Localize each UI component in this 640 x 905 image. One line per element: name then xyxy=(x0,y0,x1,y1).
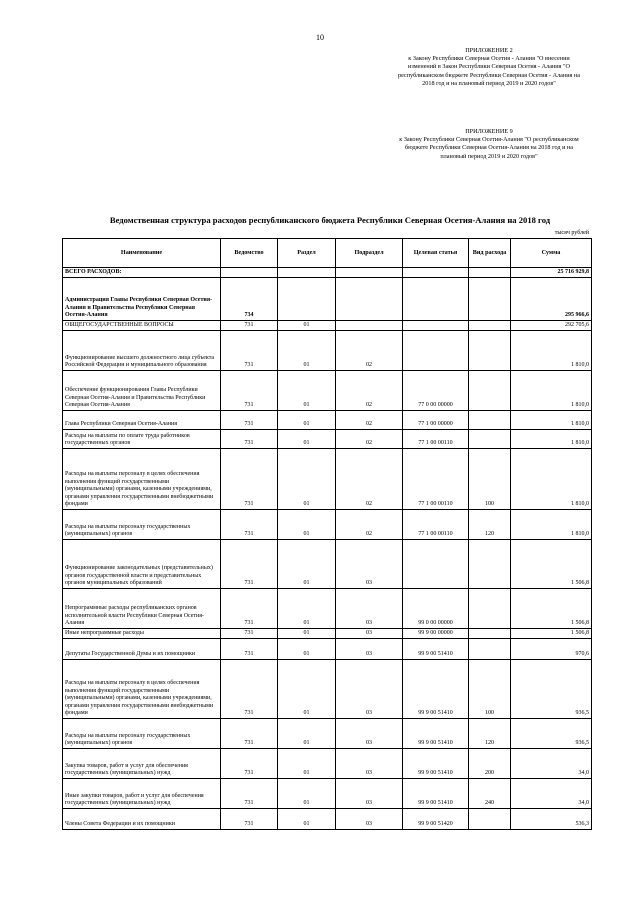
row-sum: 936,5 xyxy=(511,719,592,749)
table-row xyxy=(63,809,592,830)
row-section: 01 xyxy=(278,589,336,629)
row-target-item: 99 9 00 51410 xyxy=(403,660,469,719)
row-name: ОБЩЕГОСУДАРСТВЕННЫЕ ВОПРОСЫ xyxy=(63,321,221,331)
row-section: 01 xyxy=(278,430,336,449)
row-subsection: 02 xyxy=(336,411,403,430)
row-target-item xyxy=(403,278,469,321)
table-row xyxy=(63,719,592,749)
row-sum: 292 705,6 xyxy=(511,321,592,331)
table-row xyxy=(63,278,592,321)
row-department: 731 xyxy=(221,510,278,540)
row-section: 01 xyxy=(278,371,336,411)
row-section: 01 xyxy=(278,449,336,510)
row-subsection: 03 xyxy=(336,589,403,629)
row-expense-type: 120 xyxy=(469,510,511,540)
row-section: 01 xyxy=(278,629,336,639)
row-name: Иные закупки товаров, работ и услуг для обеспечения государственных (муниципальных) нужд xyxy=(63,779,221,809)
row-name: Расходы на выплаты по оплате труда работников государственных органов xyxy=(63,430,221,449)
row-expense-type xyxy=(469,639,511,660)
table-row xyxy=(63,268,592,278)
row-subsection: 03 xyxy=(336,639,403,660)
row-section: 01 xyxy=(278,719,336,749)
budget-table xyxy=(62,238,592,830)
row-sum: 25 716 929,8 xyxy=(511,268,592,278)
row-name: Расходы на выплаты персоналу в целях обеспечения выполнения функций государственными (муниципальными) органами, казенными учреждениями, органами управления государственными внебюджетными фондами xyxy=(63,449,221,510)
row-target-item: 77 1 00 00110 xyxy=(403,430,469,449)
row-target-item: 99 9 00 51420 xyxy=(403,809,469,830)
row-target-item xyxy=(403,540,469,589)
row-department: 731 xyxy=(221,371,278,411)
row-expense-type xyxy=(469,629,511,639)
row-target-item: 99 9 00 00000 xyxy=(403,629,469,639)
row-subsection xyxy=(336,278,403,321)
row-target-item xyxy=(403,331,469,371)
row-expense-type: 200 xyxy=(469,749,511,779)
row-name: Обеспечение функционирования Главы Республики Северная Осетия-Алания и Правительства Республики Северная Осетия-Алания xyxy=(63,371,221,411)
row-subsection: 03 xyxy=(336,660,403,719)
row-name: ВСЕГО РАСХОДОВ: xyxy=(63,268,221,278)
row-subsection: 03 xyxy=(336,749,403,779)
page-number: 10 xyxy=(316,33,324,42)
header-expense-type: Вид расхода xyxy=(469,239,511,268)
row-department: 731 xyxy=(221,719,278,749)
table-row xyxy=(63,629,592,639)
header-target-item: Целевая статья xyxy=(403,239,469,268)
row-section xyxy=(278,268,336,278)
row-target-item xyxy=(403,268,469,278)
table-row xyxy=(63,331,592,371)
row-expense-type: 100 xyxy=(469,449,511,510)
row-sum: 536,3 xyxy=(511,809,592,830)
row-subsection: 02 xyxy=(336,510,403,540)
row-subsection: 02 xyxy=(336,331,403,371)
row-department xyxy=(221,268,278,278)
row-section: 01 xyxy=(278,779,336,809)
row-name: Глава Республики Северная Осетия-Алания xyxy=(63,411,221,430)
row-department: 731 xyxy=(221,749,278,779)
row-department: 731 xyxy=(221,589,278,629)
row-name: Расходы на выплаты персоналу государственных (муниципальных) органов xyxy=(63,510,221,540)
row-department: 731 xyxy=(221,629,278,639)
row-expense-type xyxy=(469,589,511,629)
row-subsection: 03 xyxy=(336,719,403,749)
table-row xyxy=(63,540,592,589)
table-row xyxy=(63,371,592,411)
row-target-item xyxy=(403,321,469,331)
appendix-2-title: ПРИЛОЖЕНИЕ 2 xyxy=(465,47,513,54)
row-section: 01 xyxy=(278,660,336,719)
row-expense-type xyxy=(469,411,511,430)
row-section: 01 xyxy=(278,749,336,779)
row-section xyxy=(278,278,336,321)
row-name: Расходы на выплаты персоналу в целях обеспечения выполнения функций государственными (муниципальными) органами, казенными учреждениями, органами управления государственными внебюджетными фондами xyxy=(63,660,221,719)
appendix-9-block xyxy=(395,128,583,161)
row-section: 01 xyxy=(278,540,336,589)
row-department: 731 xyxy=(221,449,278,510)
row-section: 01 xyxy=(278,639,336,660)
row-sum: 34,0 xyxy=(511,749,592,779)
row-sum: 1 810,0 xyxy=(511,449,592,510)
row-name: Расходы на выплаты персоналу государственных (муниципальных) органов xyxy=(63,719,221,749)
header-name: Наименование xyxy=(63,239,221,268)
header-department: Ведомство xyxy=(221,239,278,268)
row-name: Администрация Главы Республики Северная Осетия-Алания и Правительства Республики Северная Осетия-Алания xyxy=(63,278,221,321)
row-sum: 1 810,0 xyxy=(511,430,592,449)
appendix-2-text: к Закону Республики Северная Осетия - Алания "О внесении изменений в Закон Республики Северная Осетия - Алания "О республиканском бюджете Республики Северная Осетия - Алания на 2018 год и на плановый период 2019 и 2020 годов" xyxy=(398,55,580,87)
table-row xyxy=(63,589,592,629)
row-sum: 970,6 xyxy=(511,639,592,660)
table-row xyxy=(63,449,592,510)
row-department: 731 xyxy=(221,331,278,371)
table-row xyxy=(63,749,592,779)
row-sum: 1 506,8 xyxy=(511,589,592,629)
row-department: 731 xyxy=(221,779,278,809)
row-target-item: 99 9 00 51410 xyxy=(403,719,469,749)
row-expense-type xyxy=(469,321,511,331)
row-name: Члены Совета Федерации и их помощники xyxy=(63,809,221,830)
row-department: 731 xyxy=(221,430,278,449)
row-sum: 1 810,0 xyxy=(511,331,592,371)
row-expense-type xyxy=(469,430,511,449)
row-section: 01 xyxy=(278,809,336,830)
units-label: тысяч рублей xyxy=(554,230,589,236)
row-department: 731 xyxy=(221,540,278,589)
row-department: 734 xyxy=(221,278,278,321)
row-department: 731 xyxy=(221,639,278,660)
table-row xyxy=(63,321,592,331)
row-section: 01 xyxy=(278,331,336,371)
row-name: Закупка товаров, работ и услуг для обеспечения государственных (муниципальных) нужд xyxy=(63,749,221,779)
row-target-item: 99 9 00 51410 xyxy=(403,779,469,809)
row-name: Депутаты Государственной Думы и их помощники xyxy=(63,639,221,660)
row-target-item: 99 9 00 51410 xyxy=(403,639,469,660)
row-sum: 936,5 xyxy=(511,660,592,719)
row-sum: 1 506,8 xyxy=(511,540,592,589)
row-sum: 1 810,0 xyxy=(511,411,592,430)
table-row xyxy=(63,430,592,449)
appendix-9-title: ПРИЛОЖЕНИЕ 9 xyxy=(465,128,513,135)
table-header-row xyxy=(63,239,592,268)
row-subsection xyxy=(336,321,403,331)
row-name: Непрограммные расходы республиканских органов исполнительной власти Республики Северная Осетия-Алания xyxy=(63,589,221,629)
table-row xyxy=(63,510,592,540)
row-section: 01 xyxy=(278,510,336,540)
table-row xyxy=(63,660,592,719)
appendix-2-block xyxy=(395,47,583,88)
row-subsection: 03 xyxy=(336,809,403,830)
row-subsection: 02 xyxy=(336,430,403,449)
row-expense-type: 240 xyxy=(469,779,511,809)
row-name: Иные непрограммные расходы xyxy=(63,629,221,639)
row-subsection: 03 xyxy=(336,779,403,809)
row-target-item: 99 0 00 00000 xyxy=(403,589,469,629)
row-section: 01 xyxy=(278,321,336,331)
row-expense-type xyxy=(469,540,511,589)
appendix-9-text: к Закону Республики Северная Осетия-Алания "О республиканском бюджете Республики Северная Осетия-Алания на 2018 год и на плановый период 2019 и 2020 годов" xyxy=(399,136,579,160)
row-sum: 34,0 xyxy=(511,779,592,809)
row-expense-type xyxy=(469,809,511,830)
row-expense-type xyxy=(469,331,511,371)
row-expense-type xyxy=(469,278,511,321)
row-target-item: 77 0 00 00000 xyxy=(403,371,469,411)
row-target-item: 99 9 00 51410 xyxy=(403,749,469,779)
row-department: 731 xyxy=(221,809,278,830)
table-body xyxy=(63,268,592,830)
table-row xyxy=(63,779,592,809)
row-sum: 1 810,0 xyxy=(511,371,592,411)
row-target-item: 77 1 00 00110 xyxy=(403,449,469,510)
row-department: 731 xyxy=(221,411,278,430)
row-section: 01 xyxy=(278,411,336,430)
table-row xyxy=(63,411,592,430)
row-sum: 295 966,6 xyxy=(511,278,592,321)
row-expense-type xyxy=(469,268,511,278)
header-section: Раздел xyxy=(278,239,336,268)
row-sum: 1 506,8 xyxy=(511,629,592,639)
row-subsection xyxy=(336,268,403,278)
row-subsection: 03 xyxy=(336,629,403,639)
row-department: 731 xyxy=(221,321,278,331)
header-subsection: Подраздел xyxy=(336,239,403,268)
document-title: Ведомственная структура расходов республиканского бюджета Республики Северная Осетия-Алания на 2018 год xyxy=(109,215,551,225)
row-name: Функционирование высшего должностного лица субъекта Российской Федерации и муниципального образования xyxy=(63,331,221,371)
row-subsection: 02 xyxy=(336,371,403,411)
row-subsection: 02 xyxy=(336,449,403,510)
row-target-item: 77 1 00 00110 xyxy=(403,510,469,540)
header-sum: Сумма xyxy=(511,239,592,268)
row-target-item: 77 1 00 00000 xyxy=(403,411,469,430)
row-expense-type: 120 xyxy=(469,719,511,749)
table-row xyxy=(63,639,592,660)
row-sum: 1 810,0 xyxy=(511,510,592,540)
row-expense-type: 100 xyxy=(469,660,511,719)
row-expense-type xyxy=(469,371,511,411)
row-department: 731 xyxy=(221,660,278,719)
row-name: Функционирование законодательных (представительных) органов государственной власти и представительных органов муниципальных образований xyxy=(63,540,221,589)
row-subsection: 03 xyxy=(336,540,403,589)
